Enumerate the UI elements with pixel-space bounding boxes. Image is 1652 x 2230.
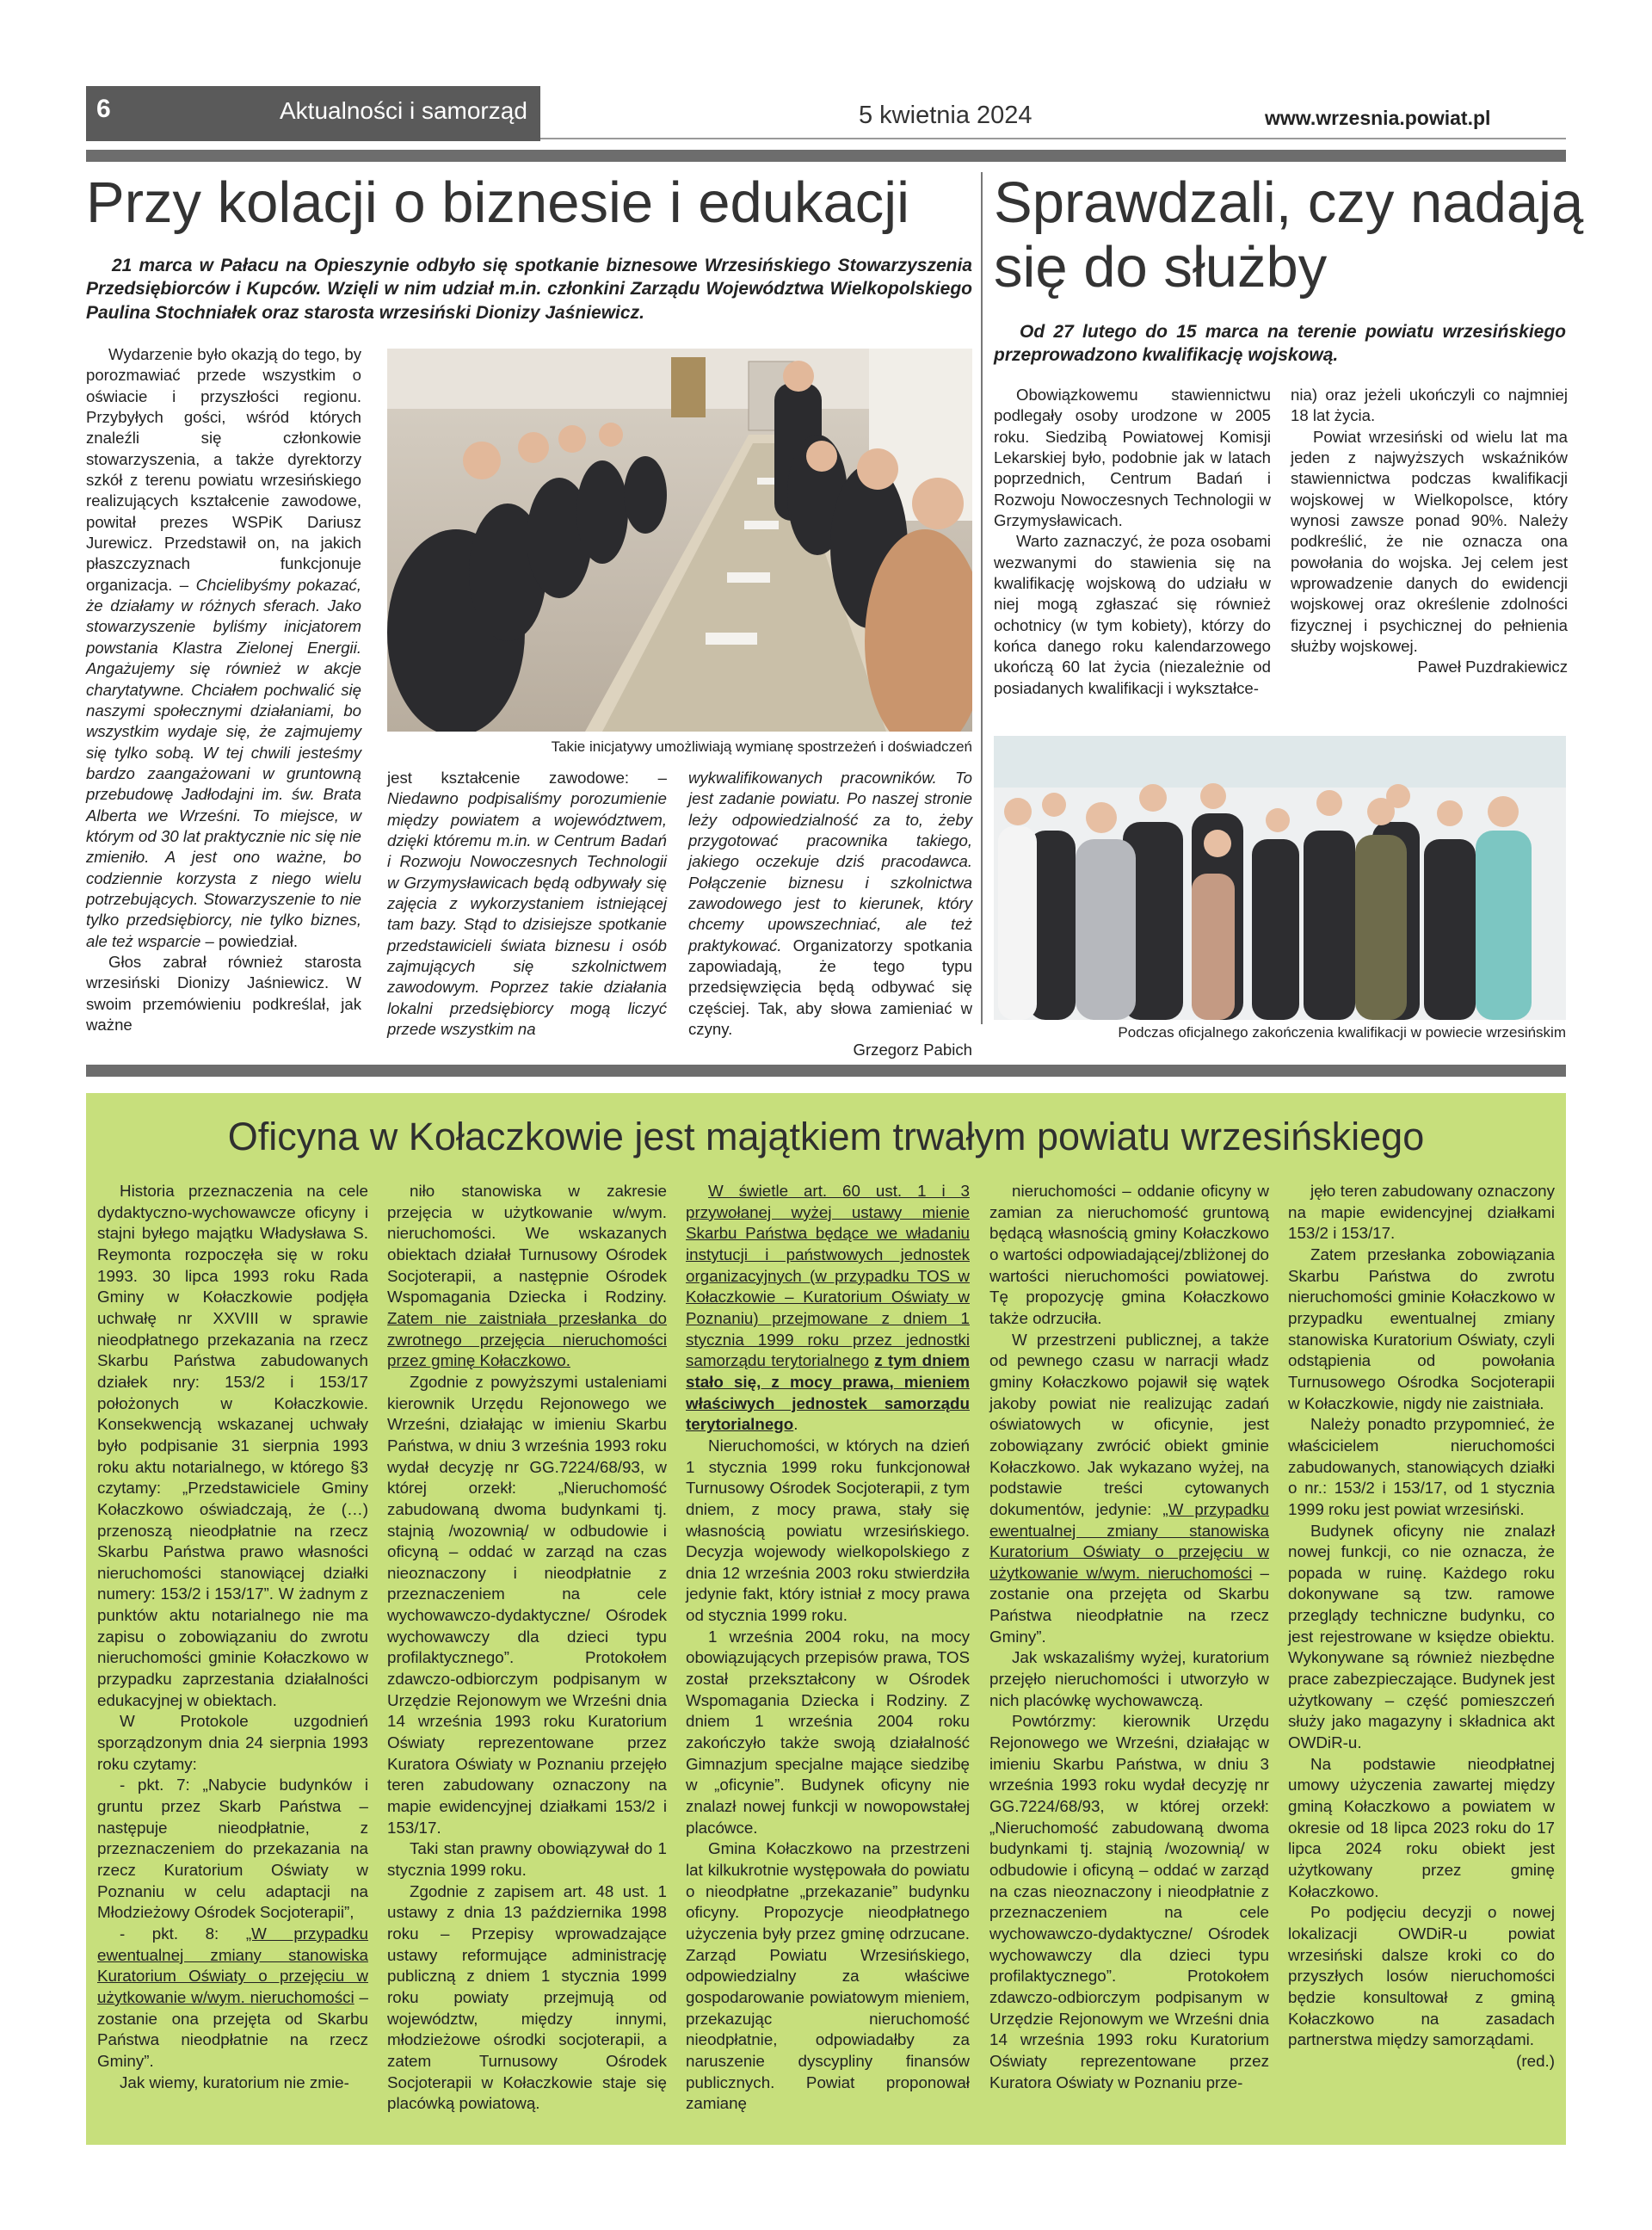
article1-author: Grzegorz Pabich (853, 1041, 972, 1059)
article3-paragraph: Budynek oficyny nie znalazł nowej funkcji, co nie oznacza, że popada w ruinę. Każdego roku dokonywane są tzw. ramowe przeglądy techniczne budynku, co jest rejestrowane w księdze obiektu. Wykonywane są również niezbędne prace zabezpieczające. Budynek jest użytkowany – część pomieszczeń służy jako magazyny i składnica akt OWDiR-u. (1288, 1521, 1555, 1752)
article3-paragraph: Powtórzmy: kierownik Urzędu Rejonowego we Wrześni, działając w imieniu Skarbu Państwa, w dniu 3 września 1993 roku wydał decyzję nr GG.7224/68/93, w której orzekł: „Nieruchomość zabudowaną dwoma budynkami tj. stajnią /wozownią/ w odbudowie i oficyną – oddać w zarząd na czas nieoznaczony i nieodpłatnie z przeznaczeniem na cele wychowawczo-dydaktyczne/ Ośrodek wychowawczy dla dzieci typu profilaktycznego”. Protokołem zdawczo-odbiorczym podpisanym w Urzędzie Rejonowym we Wrześni dnia 14 września 1993 roku Kuratorium Oświaty reprezentowane przez Kuratora Oświaty w Poznaniu prze- (989, 1712, 1269, 2091)
article1-title: Przy kolacji o biznesie i edukacji (86, 170, 910, 235)
article1-photo-caption: Takie inicjatywy umożliwiają wymianę spostrzeżeń i doświadczeń (551, 738, 972, 755)
top-rule (86, 150, 1566, 162)
article3-paragraph: niło stanowiska w zakresie przejęcia w użytkowanie w/wym. nieruchomości. We wskazanych obiektach działał Turnusowy Ośrodek Socjoterapii, a następnie Ośrodek Wspomagania Dziecka i Rodziny. Zatem nie zaistniała przesłanka do zwrotnego przejęcia nieruchomości przez gminę Kołaczkowo. (387, 1182, 667, 1370)
article3-paragraph: - pkt. 7: „Nabycie budynków i gruntu przez Skarb Państwa – następuje nieodpłatnie, z przeznaczeniem do przekazania na rzecz Kuratorium Oświaty w Poznaniu w celu adaptacji na Młodzieżowy Ośrodek Socjoterapii”, (97, 1776, 368, 1922)
article2-column-2 (1291, 385, 1568, 678)
article1-paragraph: Wydarzenie było okazją do tego, by porozmawiać przede wszystkim o oświacie i przyszłości regionu. Przybyłych gości, wśród których znaleźli się członkowie stowarzyszenia, a także dyrektorzy szkół z terenu powiatu wrzesińskiego realizujących kształcenie zawodowe, powitał prezes WSPiK Dariusz Jurewicz. Przedstawił on, na jakich płaszczyznach funkcjonuje organizacja. – Chcielibyśmy pokazać, że działamy w różnych sferach. Jako stowarzyszenie byliśmy inicjatorem powstania Klastra Zielonej Energii. Angażujemy się również w akcje charytatywne. Chciałem pochwalić się naszymi społecznymi działaniami, bo wszystkim wydaje się, że zajmujemy się tylko sobą. W tej chwili jesteśmy bardzo zaangażowani w gruntowną przebudowę Jadłodajni im. św. Brata Alberta we Wrześni. To miejsce, w którym od 30 lat praktycznie nic się nie zmieniło. A jest ono ważne, bo codziennie korzysta z niego wielu potrzebujących. Stowarzyszenie to nie tylko przedsiębiorcy, nie tylko biznes, ale też wsparcie – powiedział. (86, 345, 361, 950)
column-separator (981, 172, 983, 1024)
article1-column-2 (387, 768, 667, 1040)
article1-paragraph: jest kształcenie zawodowe: – Niedawno podpisaliśmy porozumienie między powiatem a województwem, dzięki któremu m.in. w Centrum Badań i Rozwoju Nowoczesnych Technologii w Grzymysławicach będą odbywały się zajęcia z wykorzystaniem istniejącej tam bazy. Stąd to dzisiejsze spotkanie przedstawicieli świata biznesu i osób zajmujących się szkolnictwem zawodowym. Poprzez takie działania lokalni przedsiębiorcy mogą liczyć przede wszystkim na (387, 769, 667, 1039)
article3-paragraph: 1 września 2004 roku, na mocy obowiązujących przepisów prawa, TOS został przekształcony w Ośrodek Wspomagania Dziecka i Rodziny. Z dniem 1 września 2004 roku zakończyło także swoją działalność Gimnazjum specjalne mające siedzibę w „oficynie”. Budynek oficyny nie znalazł nowej funkcji w nowopowstałej placówce. (686, 1627, 970, 1837)
article3-paragraph: W świetle art. 60 ust. 1 i 3 przywołanej wyżej ustawy mienie Skarbu Państwa będące we władaniu instytucji i państwowych jednostek organizacyjnych (w przypadku TOS w Kołaczkowie – Kuratorium Oświaty w Poznaniu) przejmowane z dniem 1 stycznia 1999 roku przez jednostki samorządu terytorialnego z tym dniem stało się, z mocy prawa, mieniem właściwych jednostek samorządu terytorialnego. (686, 1182, 970, 1434)
article2-author: Paweł Puzdrakiewicz (1417, 658, 1568, 676)
article1-paragraph: Głos zabrał również starosta wrzesiński Dionizy Jaśniewicz. W swoim przemówieniu podkreślał, jak ważne (86, 952, 361, 1034)
article3-column-5 (1288, 1181, 1555, 2072)
article3-paragraph: Gmina Kołaczkowo na przestrzeni lat kilkukrotnie występowała do powiatu o nieodpłatne „przekazanie” budynku oficyny. Propozycje nieodpłatnego użyczenia były przez gminę odrzucane. Zarząd Powiatu Wrzesińskiego, odpowiedzialny za właściwe gospodarowanie powiatowym mieniem, przekazując nieruchomość nieodpłatnie, odpowiadałby za naruszenie dyscypliny finansów publicznych. Powiat proponował zamianę (686, 1839, 970, 2113)
issue-date: 5 kwietnia 2024 (859, 102, 1032, 129)
article1-paragraph: wykwalifikowanych pracowników. To jest zadanie powiatu. Po naszej stronie leży odpowiedzialność za to, żeby przygotować pracownika takiego, jakiego oczekuje dziś pracodawca. Połączenie biznesu i szkolnictwa zawodowego jest to kierunek, który chcemy upowszechniać, ale też praktykować. Organizatorzy spotkania zapowiadają, że tego typu przedsięwzięcia będą odbywać się częściej. Tak, aby słowa zamieniać w czyny. (688, 769, 972, 1039)
article3-column-1 (97, 1181, 368, 2093)
article3-author: (red.) (1516, 2051, 1555, 2070)
article3-column-2 (387, 1181, 667, 2115)
article2-paragraph: Powiat wrzesiński od wielu lat ma jeden z najwyższych wskaźników stawiennictwa podczas kwalifikacji wojskowej w Wielkopolsce, który wynosi zawsze ponad 90%. Należy podkreślić, że nie oznacza ona powołania do wojska. Jej celem jest wprowadzenie danych do ewidencji wojskowej oraz określenie zdolności fizycznej i psychicznej do pełnienia służby wojskowej. (1291, 427, 1568, 656)
article1-lead: 21 marca w Pałacu na Opieszynie odbyło się spotkanie biznesowe Wrzesińskiego Stowarzyszenia Przedsiębiorców i Kupców. Wzięli w nim udział m.in. członkini Zarządu Województwa Wielkopolskiego Paulina Stochniałek oraz starosta wrzesiński Dionizy Jaśniewicz. (86, 256, 972, 323)
article3-paragraph: Taki stan prawny obowiązywał do 1 stycznia 1999 roku. (387, 1839, 667, 1879)
article3-paragraph: jęło teren zabudowany oznaczony na mapie ewidencyjnej działkami 153/2 i 153/17. (1288, 1182, 1555, 1243)
article3-paragraph: - pkt. 8: „W przypadku ewentualnej zmiany stanowiska Kuratorium Oświaty o przejęciu w użytkowanie w/wym. nieruchomości – zostanie ona przejęta od Skarbu Państwa nieodpłatnie na rzecz Gminy”. (97, 1924, 368, 2070)
article3-paragraph: Na podstawie nieodpłatnej umowy użyczenia zawartej między gminą Kołaczkowo a powiatem w okresie od 18 lipca 2023 roku do 17 lipca 2024 roku obiekt jest użytkowany przez gminę Kołaczkowo. (1288, 1754, 1555, 1900)
article3-paragraph: Jak wskazaliśmy wyżej, kuratorium przejęło nieruchomości i utworzyło w nich placówkę wychowawczą. (989, 1648, 1269, 1709)
article3-column-3 (686, 1181, 970, 2115)
article2-paragraph: Warto zaznaczyć, że poza osobami wezwanymi do stawienia się na kwalifikację wojskową do udziału w niej mogą zgłaszać się również ochotnicy (w tym kobiety), którzy do końca danego roku kalendarzowego ukończą 60 lat życia (niezależnie od posiadanych kwalifikacji i wykształce- (994, 532, 1271, 697)
article3-paragraph: nieruchomości – oddanie oficyny w zamian za nieruchomość gruntową będącą własnością gminy Kołaczkowo o wartości odpowiadającej/zbliżonej do wartości nieruchomości powiatowej. Tę propozycję gmina Kołaczkowo także odrzuciła. (989, 1182, 1269, 1327)
article1-column-3 (688, 768, 972, 1061)
article2-paragraph: Obowiązkowemu stawiennictwu podlegały osoby urodzone w 2005 roku. Siedzibą Powiatowej Komisji Lekarskiej było, podobnie jak w latach poprzednich, Centrum Badań i Rozwoju Nowoczesnych Technologii w Grzymysławicach. (994, 386, 1271, 530)
article3-paragraph: Jak wiemy, kuratorium nie zmie- (120, 2072, 349, 2091)
article2-column-1 (994, 385, 1271, 699)
group-photo (994, 736, 1566, 1020)
section-title: Aktualności i samorząd (280, 97, 527, 124)
article3-paragraph: W przestrzeni publicznej, a także od pewnego czasu w narracji władz gminy Kołaczkowo pojawił się wątek jakoby powiat nie realizując zadań oświatowych w oficynie, jest zobowiązany zwrócić obiekt gminie Kołaczkowo. Jak wykazano wyżej, na podstawie treści cytowanych dokumentów, jedynie: „W przypadku ewentualnej zmiany stanowiska Kuratorium Oświaty o przejęciu w użytkowanie w/wym. nieruchomości – zostanie ona przejęta od Skarbu Państwa nieodpłatnie na rzecz Gminy”. (989, 1330, 1269, 1646)
article2-paragraph: nia) oraz jeżeli ukończyli co najmniej 18 lat życia. (1291, 386, 1568, 425)
middle-rule (86, 1065, 1566, 1077)
article1-column-1 (86, 344, 361, 1035)
article3-paragraph: W Protokole uzgodnień sporządzonym dnia 24 sierpnia 1993 roku czytamy: (97, 1712, 368, 1773)
page-number: 6 (96, 95, 111, 123)
article3-paragraph: Zgodnie z zapisem art. 48 ust. 1 ustawy z dnia 13 października 1998 roku – Przepisy wprowadzające ustawy reformujące administrację publiczną z dniem 1 stycznia 1999 roku powiaty przejmują od województw, między innymi, młodzieżowe ośrodki socjoterapii, a zatem Turnusowy Ośrodek Socjoterapii w Kołaczkowie staje się placówką powiatową. (387, 1881, 667, 2113)
article3-paragraph: Nieruchomości, w których na dzień 1 stycznia 1999 roku funkcjonował Turnusowy Ośrodek Socjoterapii, z tym dniem, z mocy prawa, stały się własnością powiatu wrzesińskiego. Decyzja wojewody wielkopolskiego z dnia 12 września 2003 roku stwierdziła jedynie fakt, który istniał z mocy prawa od stycznia 1999 roku. (686, 1436, 970, 1625)
article3-paragraph: Po podjęciu decyzji o nowej lokalizacji OWDiR-u powiat wrzesiński dalsze kroki co do przyszłych losów nieruchomości będzie konsultował z gminą Kołaczkowo na zasadach partnerstwa między samorządami. (1288, 1903, 1555, 2049)
website-url[interactable]: www.wrzesnia.powiat.pl (1265, 107, 1491, 129)
article3-column-4 (989, 1181, 1269, 2093)
dinner-meeting-photo (387, 349, 972, 732)
article3-paragraph: Historia przeznaczenia na cele dydaktyczno-wychowawcze oficyny i stajni byłego majątku Władysława S. Reymonta rozpoczęła się w roku 1993. 30 lipca 1993 roku Rada Gminy w Kołaczkowie podjęła uchwałę nr XXVIII w sprawie nieodpłatnego przekazania na rzecz Skarbu Państwa zabudowanych działek nry: 153/2 i 153/17 położonych w Kołaczkowie. Konsekwencją wskazanej uchwały było podpisanie 31 sierpnia 1993 roku aktu notarialnego, w którego §3 czytamy: „Przedstawiciele Gminy Kołaczkowo oświadczają, że (…) przenoszą nieodpłatnie na rzecz Skarbu Państwa prawo własności nieruchomości stanowiącej działki numery: 153/2 i 153/17”. W żadnym z punktów aktu notarialnego nie ma zapisu o zobowiązaniu do zwrotu nieruchomości gminie Kołaczkowo w przypadku zaprzestania działalności edukacyjnej w obiektach. (97, 1182, 368, 1709)
article3-paragraph: Zatem przesłanka zobowiązania Skarbu Państwa do zwrotu nieruchomości gminie Kołaczkowo w przypadku ewentualnej zmiany stanowiska Kuratorium Oświaty, czyli odstąpienia od powołania Turnusowego Ośrodka Socjoterapii w Kołaczkowie, nigdy nie zaistniała. (1288, 1245, 1555, 1412)
article3-title: Oficyna w Kołaczkowie jest majątkiem trwałym powiatu wrzesińskiego (227, 1115, 1425, 1158)
article2-photo-caption: Podczas oficjalnego zakończenia kwalifikacji w powiecie wrzesińskim (1118, 1024, 1566, 1041)
article2-title: Sprawdzali, czy nadają się do służby (994, 170, 1584, 300)
article3-paragraph: Należy ponadto przypomnieć, że właścicielem nieruchomości zabudowanych, stanowiących działki o nr.: 153/2 i 153/17, od 1 stycznia 1999 roku jest powiat wrzesiński. (1288, 1415, 1555, 1518)
header-line (540, 138, 1566, 139)
article2-lead: Od 27 lutego do 15 marca na terenie powiatu wrzesińskiego przeprowadzono kwalifikację wojskową. (994, 322, 1566, 366)
article3-paragraph: Zgodnie z powyższymi ustaleniami kierownik Urzędu Rejonowego we Wrześni, działając w imieniu Skarbu Państwa, w dniu 3 września 1993 roku wydał decyzję nr GG.7224/68/93, w której orzekł: „Nieruchomość zabudowaną dwoma budynkami tj. stajnią /wozownią/ w odbudowie i oficyną – oddać w zarząd na czas nieoznaczony i nieodpłatnie z przeznaczeniem na cele wychowawczo-dydaktyczne/ Ośrodek wychowawczy dla dzieci typu profilaktycznego”. Protokołem zdawczo-odbiorczym podpisanym w Urzędzie Rejonowym we Wrześni dnia 14 września 1993 roku Kuratorium Oświaty reprezentowane przez Kuratora Oświaty w Poznaniu przejęło teren zabudowany oznaczony na mapie ewidencyjnej działkami 153/2 i 153/17. (387, 1372, 667, 1837)
